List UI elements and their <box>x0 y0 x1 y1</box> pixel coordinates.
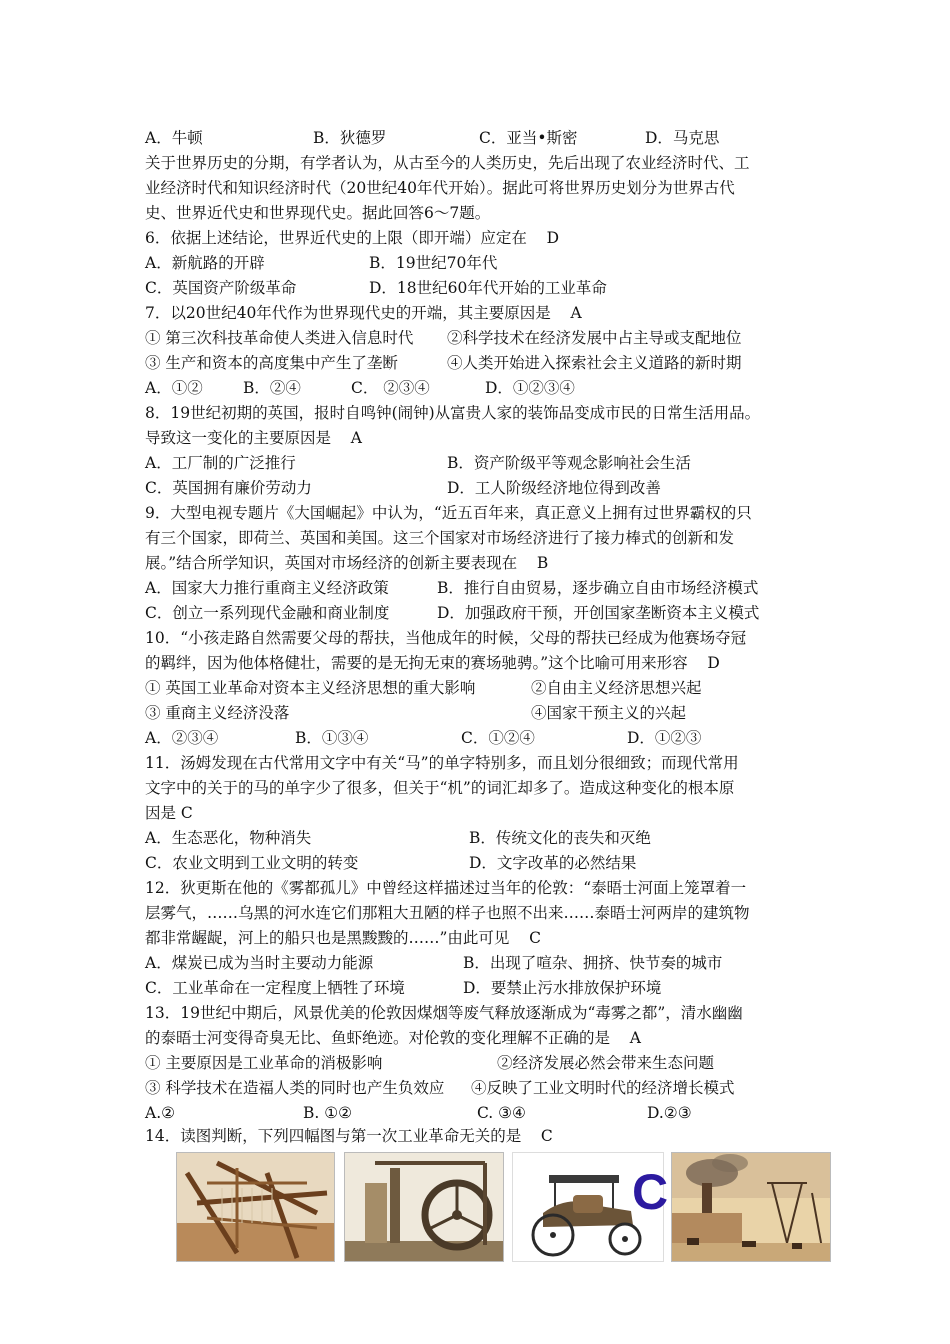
q7-statement-2: ②科学技术在经济发展中占主导或支配地位 <box>447 329 742 347</box>
q11-option-c: C．农业文明到工业文明的转变 <box>145 854 359 872</box>
q12-stem-line-1: 12．狄更斯在他的《雾都孤儿》中曾经这样描述过当年的伦敦：“泰晤士河面上笼罩着一 <box>145 879 747 897</box>
q8-option-a: A．工厂制的广泛推行 <box>145 454 296 472</box>
q7-statement-3: ③ 生产和资本的高度集中产生了垄断 <box>145 354 398 372</box>
intro-line-1: 关于世界历史的分期，有学者认为，从古至今的人类历史，先后出现了农业经济时代、工 <box>145 154 750 172</box>
intro-line-3: 史、世界近代史和世界现代史。据此回答6～7题。 <box>145 204 491 222</box>
q11-stem-line-1: 11．汤姆发现在古代常用文字中有关“马”的单字特别多，而且划分很细致；而现代常用 <box>145 754 739 772</box>
q12-option-a: A．煤炭已成为当时主要动力能源 <box>145 954 374 972</box>
q8-option-c: C．英国拥有廉价劳动力 <box>145 479 312 497</box>
q5-option-b: B．狄德罗 <box>313 129 387 147</box>
intro-line-2: 业经济时代和知识经济时代（20世纪40年代开始）。据此可将世界历史划分为世界古代 <box>145 179 735 197</box>
q13-option-d: D.②③ <box>647 1104 692 1122</box>
q9-stem-line-1: 9．大型电视专题片《大国崛起》中认为，“近五百年来，真正意义上拥有过世界霸权的只 <box>145 504 752 522</box>
steam-engine-image <box>344 1152 504 1262</box>
q13-statement-1: ① 主要原因是工业革命的消极影响 <box>145 1054 383 1072</box>
q12-option-d: D．要禁止污水排放保护环境 <box>463 979 662 997</box>
spinning-machine-image <box>176 1152 335 1262</box>
q9-option-c: C．创立一系列现代金融和商业制度 <box>145 604 390 622</box>
q13-statement-2: ②经济发展必然会带来生态问题 <box>497 1054 715 1072</box>
q8-stem-line-1: 8．19世纪初期的英国，报时自鸣钟(闹钟)从富贵人家的装饰品变成市民的日常生活用品。 <box>145 404 761 422</box>
q8-option-b: B．资产阶级平等观念影响社会生活 <box>447 454 691 472</box>
q11-option-b: B．传统文化的丧失和灭绝 <box>469 829 651 847</box>
q8-stem-line-2: 导致这一变化的主要原因是 A <box>145 429 362 447</box>
q13-statement-4: ④反映了工业文明时代的经济增长模式 <box>471 1079 735 1097</box>
q5-option-c: C．亚当•斯密 <box>479 129 578 147</box>
q14-stem: 14．读图判断，下列四幅图与第一次工业革命无关的是 C <box>145 1127 553 1145</box>
q7-option-a: A．①② <box>145 379 203 397</box>
q7-option-d: D．①②③④ <box>485 379 575 397</box>
q5-option-d: D．马克思 <box>645 129 720 147</box>
q10-option-b: B．①③④ <box>295 729 369 747</box>
q10-statement-1: ① 英国工业革命对资本主义经济思想的重大影响 <box>145 679 476 697</box>
q7-option-b: B．②④ <box>243 379 301 397</box>
q5-option-a: A．牛顿 <box>145 129 203 147</box>
q13-option-c: C. ③④ <box>477 1104 526 1122</box>
q13-option-a: A.② <box>145 1104 176 1122</box>
q6-option-d: D．18世纪60年代开始的工业革命 <box>369 279 607 297</box>
q9-option-a: A．国家大力推行重商主义经济政策 <box>145 579 389 597</box>
q9-stem-line-3: 展。”结合所学知识，英国对市场经济的创新主要表现在 B <box>145 554 549 572</box>
q12-stem-line-2: 层雾气，……乌黑的河水连它们那粗大丑陋的样子也照不出来……泰晤士河两岸的建筑物 <box>145 904 750 922</box>
q6-option-a: A．新航路的开辟 <box>145 254 265 272</box>
q12-stem-line-3: 都非常龌龊，河上的船只也是黑黢黢的……”由此可见 C <box>145 929 541 947</box>
q7-stem: 7．以20世纪40年代作为世界现代史的开端，其主要原因是 A <box>145 304 582 322</box>
q11-option-d: D．文字改革的必然结果 <box>469 854 637 872</box>
q7-option-c: C． ②③④ <box>351 379 430 397</box>
q6-option-b: B．19世纪70年代 <box>369 254 498 272</box>
q6-stem: 6．依据上述结论，世界近代史的上限（即开端）应定在 D <box>145 229 559 247</box>
q10-stem-line-2: 的羁绊，因为他体格健壮，需要的是无拘无束的赛场驰骋。”这个比喻可用来形容 D <box>145 654 720 672</box>
q9-stem-line-2: 有三个国家，即荷兰、英国和美国。这三个国家对市场经济进行了接力棒式的创新和发 <box>145 529 735 547</box>
q11-option-a: A．生态恶化，物种消失 <box>145 829 312 847</box>
q10-statement-2: ②自由主义经济思想兴起 <box>531 679 702 697</box>
q9-option-d: D．加强政府干预，开创国家垄断资本主义模式 <box>437 604 760 622</box>
q10-option-d: D．①②③ <box>627 729 702 747</box>
q10-option-a: A．②③④ <box>145 729 219 747</box>
answer-mark: C <box>632 1164 669 1220</box>
q12-option-b: B．出现了喧杂、拥挤、快节奏的城市 <box>463 954 723 972</box>
q10-stem-line-1: 10．“小孩走路自然需要父母的帮扶，当他成年的时候，父母的帮扶已经成为他赛场夺冠 <box>145 629 747 647</box>
q13-statement-3: ③ 科学技术在造福人类的同时也产生负效应 <box>145 1079 445 1097</box>
q13-stem-line-1: 13．19世纪中期后，风景优美的伦敦因煤烟等废气释放逐渐成为“毒雾之都”，清水幽幽 <box>145 1004 743 1022</box>
q10-option-c: C．①②④ <box>461 729 535 747</box>
q13-option-b: B. ①② <box>303 1104 353 1122</box>
q10-statement-3: ③ 重商主义经济没落 <box>145 704 290 722</box>
q13-stem-line-2: 的泰晤士河变得奇臭无比、鱼虾绝迹。对伦敦的变化理解不正确的是 A <box>145 1029 641 1047</box>
q10-statement-4: ④国家干预主义的兴起 <box>531 704 687 722</box>
q12-option-c: C．工业革命在一定程度上牺牲了环境 <box>145 979 405 997</box>
q7-statement-4: ④人类开始进入探索社会主义道路的新时期 <box>447 354 742 372</box>
q11-stem-line-3: 因是 C <box>145 804 193 822</box>
q6-option-c: C．英国资产阶级革命 <box>145 279 297 297</box>
q11-stem-line-2: 文字中的关于的马的单字少了很多，但关于“机”的词汇却多了。造成这种变化的根本原 <box>145 779 735 797</box>
q9-option-b: B．推行自由贸易，逐步确立自由市场经济模式 <box>437 579 759 597</box>
industrial-landscape-image <box>671 1152 831 1262</box>
q8-option-d: D．工人阶级经济地位得到改善 <box>447 479 661 497</box>
q7-statement-1: ① 第三次科技革命使人类进入信息时代 <box>145 329 414 347</box>
